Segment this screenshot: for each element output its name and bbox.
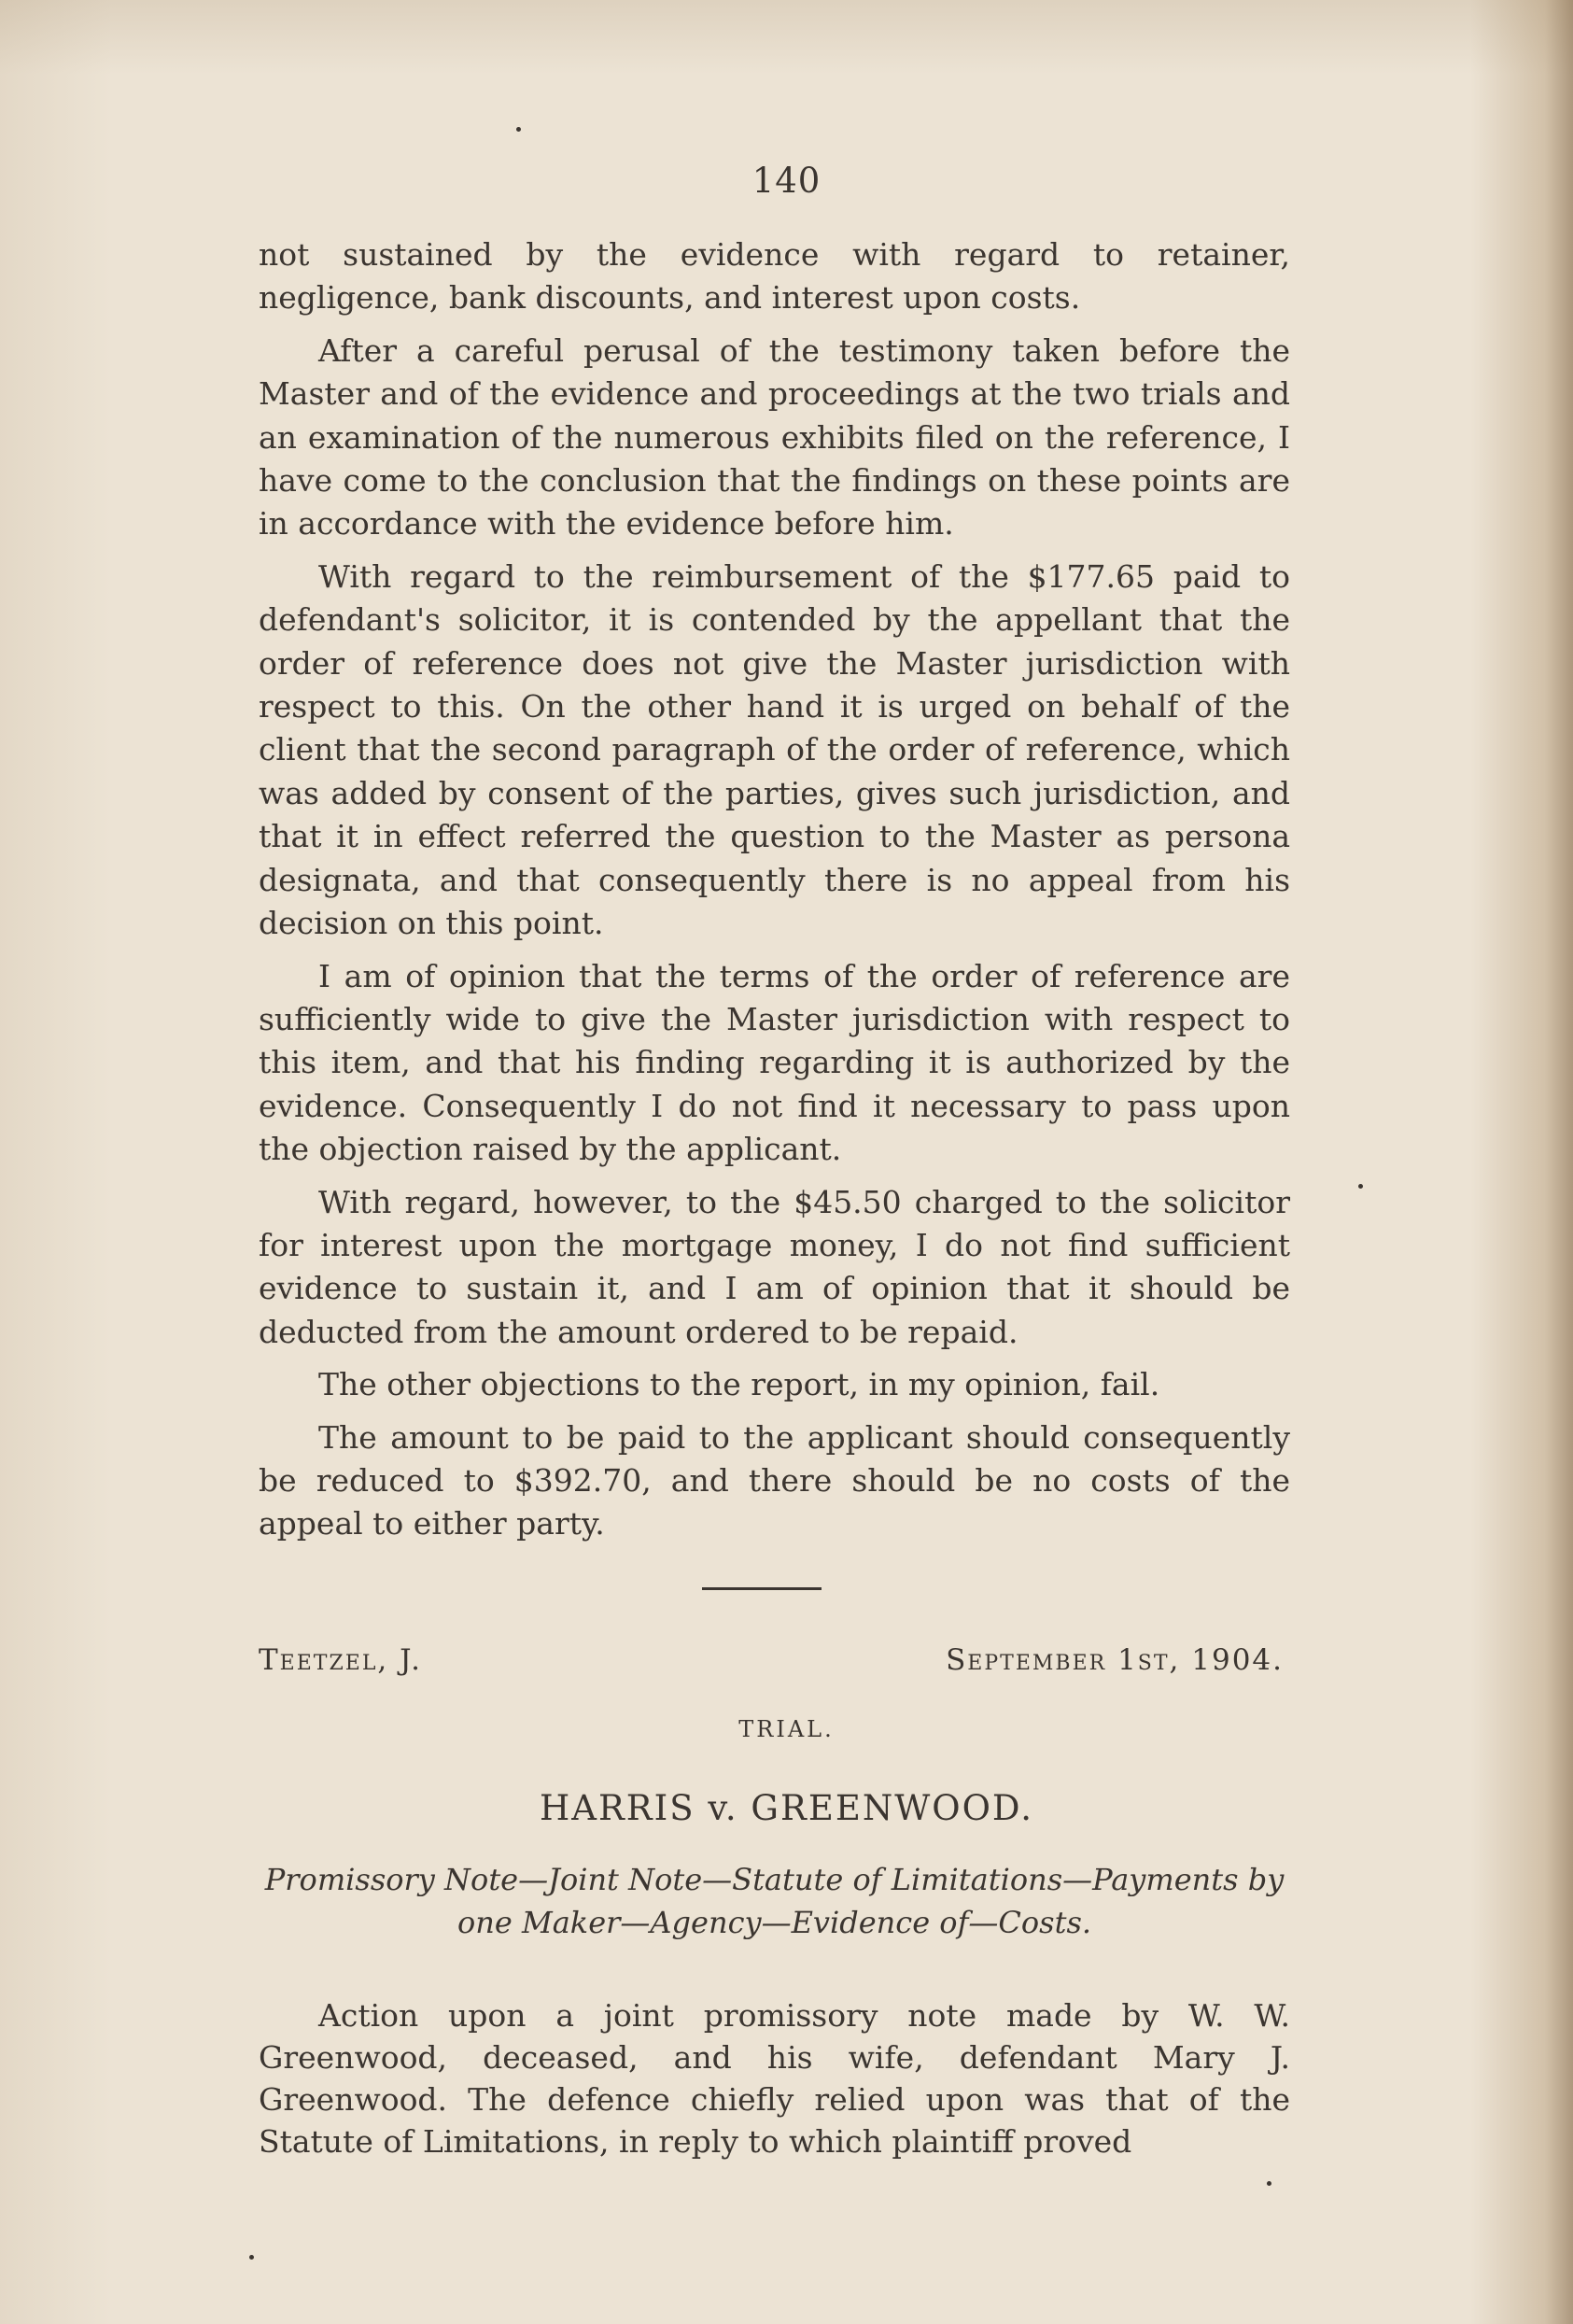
paragraph: not sustained by the evidence with regard to retainer, negligence, bank discounts, and interest upon costs.: [259, 236, 1290, 317]
case-opening-text: [259, 1994, 1290, 2162]
print-speck: [1267, 2181, 1271, 2186]
print-speck: [516, 127, 521, 132]
paragraph: Action upon a joint promissory note made by W. W. Greenwood, deceased, and his wife, defendant Mary J. Greenwood. The defence chiefly relied upon was that of the Statute of Limitations, in reply to which plaintiff proved: [259, 1997, 1290, 2160]
headnote: Promissory Note—Joint Note—Statute of Limitations—Payments by one Maker—Agency—Evidence of—Costs.: [264, 1862, 1285, 1940]
paragraph: The amount to be paid to the applicant should consequently be reduced to $392.70, and there should be no costs of the appeal to either party.: [259, 1418, 1290, 1542]
paragraph: I am of opinion that the terms of the order of reference are sufficiently wide to give the Master jurisdiction with respect to this item, and that his finding regarding it is authorized by the evidence. Consequently I do not find it necessary to pass upon the objection raised by the applicant.: [259, 957, 1290, 1168]
judge-name: Teetzel, J.: [259, 1643, 423, 1677]
print-speck: [1358, 1184, 1363, 1189]
case-title: HARRIS v. GREENWOOD.: [539, 1788, 1034, 1828]
print-speck: [249, 2255, 254, 2260]
decision-date: September 1st, 1904.: [946, 1643, 1284, 1677]
trial-label: TRIAL.: [738, 1716, 835, 1742]
judgment-text: [259, 233, 1290, 1556]
section-divider: [702, 1587, 822, 1590]
paragraph: The other objections to the report, in my opinion, fail.: [318, 1366, 1160, 1403]
paragraph: With regard, however, to the $45.50 charged to the solicitor for interest upon the mortgage money, I do not find sufficient evidence to sustain it, and I am of opinion that it should be deducted from the amount ordered to be repaid.: [259, 1183, 1290, 1350]
page-number: 140: [751, 161, 822, 201]
paragraph: With regard to the reimbursement of the $177.65 paid to defendant's solicitor, it is contended by the appellant that the order of reference does not give the Master jurisdiction with respect to this. On the other hand it is urged on behalf of the client that the second paragraph of the order of reference, which was added by consent of the parties, gives such jurisdiction, and that it in effect referred the question to the Master as persona designata, and that consequently there is no appeal from his decision on this point.: [259, 557, 1290, 942]
paragraph: After a careful perusal of the testimony taken before the Master and of the evidence and proceedings at the two trials and an examination of the numerous exhibits filed on the reference, I have come to the conclusion that the findings on these points are in accordance with the evidence before him.: [259, 331, 1290, 542]
